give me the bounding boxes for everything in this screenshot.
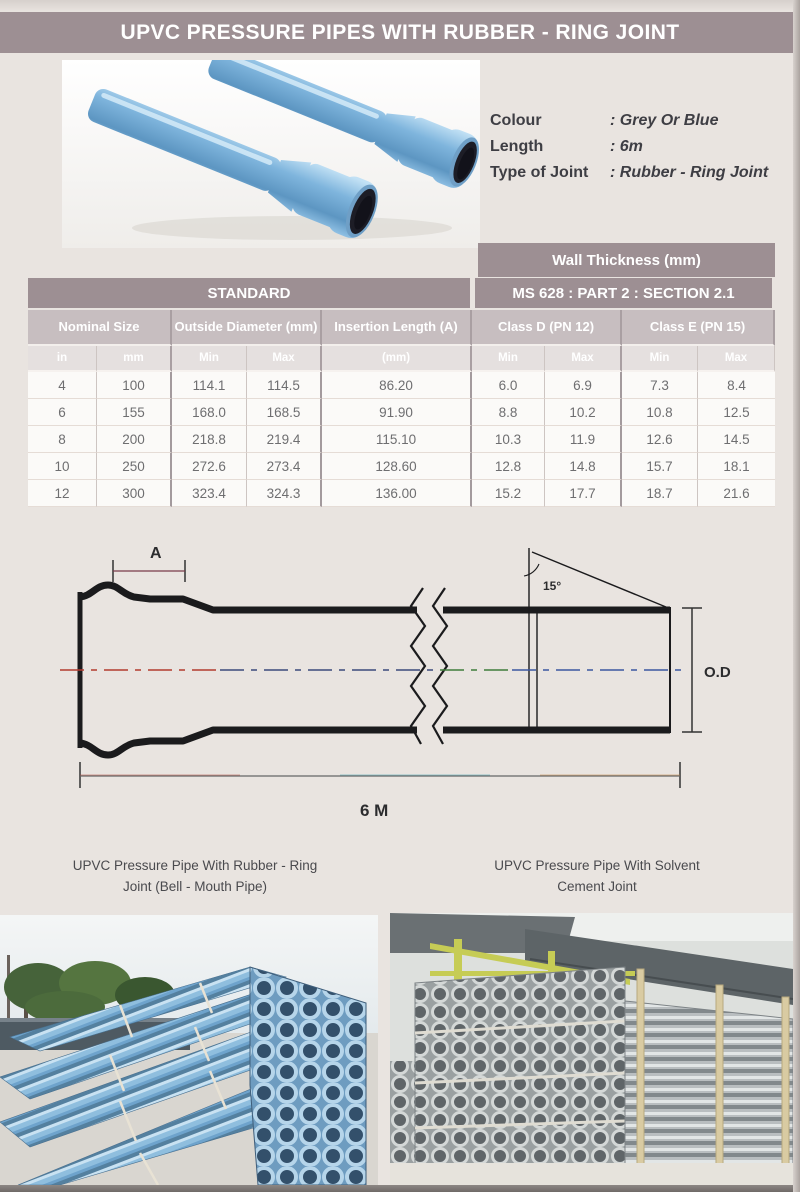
subheader-insertion-mm: (mm) [322, 346, 472, 372]
col-group-class-e: Class E (PN 15) [622, 310, 775, 346]
cell: 115.10 [322, 426, 472, 453]
cell: 10.2 [545, 399, 622, 426]
cell: 136.00 [322, 480, 472, 507]
cell: 21.6 [698, 480, 775, 507]
cell: 12.5 [698, 399, 775, 426]
info-row-length [490, 138, 790, 156]
subheader-d-max: Max [545, 346, 622, 372]
cell: 7.3 [622, 372, 698, 399]
cell: 200 [97, 426, 172, 453]
photo-blue-pipe-stacks [0, 915, 378, 1185]
page-edge-top [0, 0, 800, 12]
cell: 18.7 [622, 480, 698, 507]
cell: 4 [28, 372, 97, 399]
subheader-in: in [28, 346, 97, 372]
cell: 218.8 [172, 426, 247, 453]
cell: 91.90 [322, 399, 472, 426]
dim-a-label: A [150, 545, 162, 562]
wall-thickness-header: Wall Thickness (mm) [478, 243, 775, 277]
page-edge-bottom [0, 1185, 800, 1192]
subheader-e-min: Min [622, 346, 698, 372]
grey-end-faces [415, 967, 625, 1165]
info-value: : 6m [610, 138, 643, 155]
cell: 300 [97, 480, 172, 507]
subheader-od-max: Max [247, 346, 322, 372]
cell: 12.8 [472, 453, 545, 480]
grey-pipe-sides [625, 1001, 793, 1165]
cell: 168.0 [172, 399, 247, 426]
subheader-od-min: Min [172, 346, 247, 372]
cell: 15.7 [622, 453, 698, 480]
product-pipes-photo [62, 60, 480, 248]
table-grid [28, 310, 775, 507]
cell: 86.20 [322, 372, 472, 399]
col-group-insertion-length: Insertion Length (A) [322, 310, 472, 346]
cell: 100 [97, 372, 172, 399]
cell: 219.4 [247, 426, 322, 453]
pipe-bottom-wall [80, 730, 417, 755]
caption-solvent-cement [452, 856, 742, 898]
small-stack [390, 1061, 416, 1165]
info-value: : Grey Or Blue [610, 112, 719, 129]
info-row-colour [490, 112, 790, 130]
info-label: Type of Joint [490, 164, 589, 181]
standard-band [28, 278, 775, 308]
cell: 14.8 [545, 453, 622, 480]
col-group-nominal-size: Nominal Size [28, 310, 172, 346]
cell: 155 [97, 399, 172, 426]
cell: 6.9 [545, 372, 622, 399]
cell: 8.8 [472, 399, 545, 426]
caption-line: UPVC Pressure Pipe With Rubber - Ring [72, 858, 318, 873]
cell: 8.4 [698, 372, 775, 399]
cell: 10.3 [472, 426, 545, 453]
length-label: 6 M [360, 801, 389, 820]
caption-rubber-ring [30, 856, 360, 898]
cell: 11.9 [545, 426, 622, 453]
cell: 14.5 [698, 426, 775, 453]
ground [390, 1163, 793, 1185]
pipe-top-wall [80, 585, 417, 610]
cell: 18.1 [698, 453, 775, 480]
subheader-e-max: Max [698, 346, 775, 372]
caption-line: UPVC Pressure Pipe With Solvent [494, 858, 700, 873]
info-value: : Rubber - Ring Joint [610, 164, 769, 181]
info-label: Colour [490, 112, 542, 129]
cell: 15.2 [472, 480, 545, 507]
pipe-technical-drawing [40, 530, 740, 830]
spec-table [28, 243, 775, 507]
caption-line: Joint (Bell - Mouth Pipe) [122, 878, 268, 894]
subheader-mm: mm [97, 346, 172, 372]
cell: 324.3 [247, 480, 322, 507]
cell: 12.6 [622, 426, 698, 453]
cell: 6.0 [472, 372, 545, 399]
cell: 250 [97, 453, 172, 480]
title-bar [0, 12, 800, 53]
cell: 8 [28, 426, 97, 453]
info-label: Length [490, 138, 544, 155]
cell: 6 [28, 399, 97, 426]
cell: 10 [28, 453, 97, 480]
cell: 114.1 [172, 372, 247, 399]
subheader-d-min: Min [472, 346, 545, 372]
page-edge-right [793, 0, 800, 1192]
caption-line: Cement Joint [557, 878, 637, 894]
cell: 114.5 [247, 372, 322, 399]
standard-header: STANDARD [28, 278, 470, 308]
col-group-class-d: Class D (PN 12) [472, 310, 622, 346]
pipe-end-faces [250, 967, 366, 1185]
col-group-outside-diameter: Outside Diameter (mm) [172, 310, 322, 346]
cell: 272.6 [172, 453, 247, 480]
info-row-joint [490, 164, 790, 182]
od-label: O.D [704, 664, 731, 681]
cell: 17.7 [545, 480, 622, 507]
product-info [490, 112, 790, 190]
ms-standard-header: MS 628 : PART 2 : SECTION 2.1 [475, 278, 772, 308]
cell: 273.4 [247, 453, 322, 480]
cell: 128.60 [322, 453, 472, 480]
page-title: UPVC PRESSURE PIPES WITH RUBBER - RING JOINT [120, 20, 680, 44]
cell: 10.8 [622, 399, 698, 426]
cell: 323.4 [172, 480, 247, 507]
cell: 12 [28, 480, 97, 507]
photo-grey-pipe-stacks [390, 913, 793, 1185]
cell: 168.5 [247, 399, 322, 426]
chamfer-angle-label: 15° [543, 579, 562, 593]
